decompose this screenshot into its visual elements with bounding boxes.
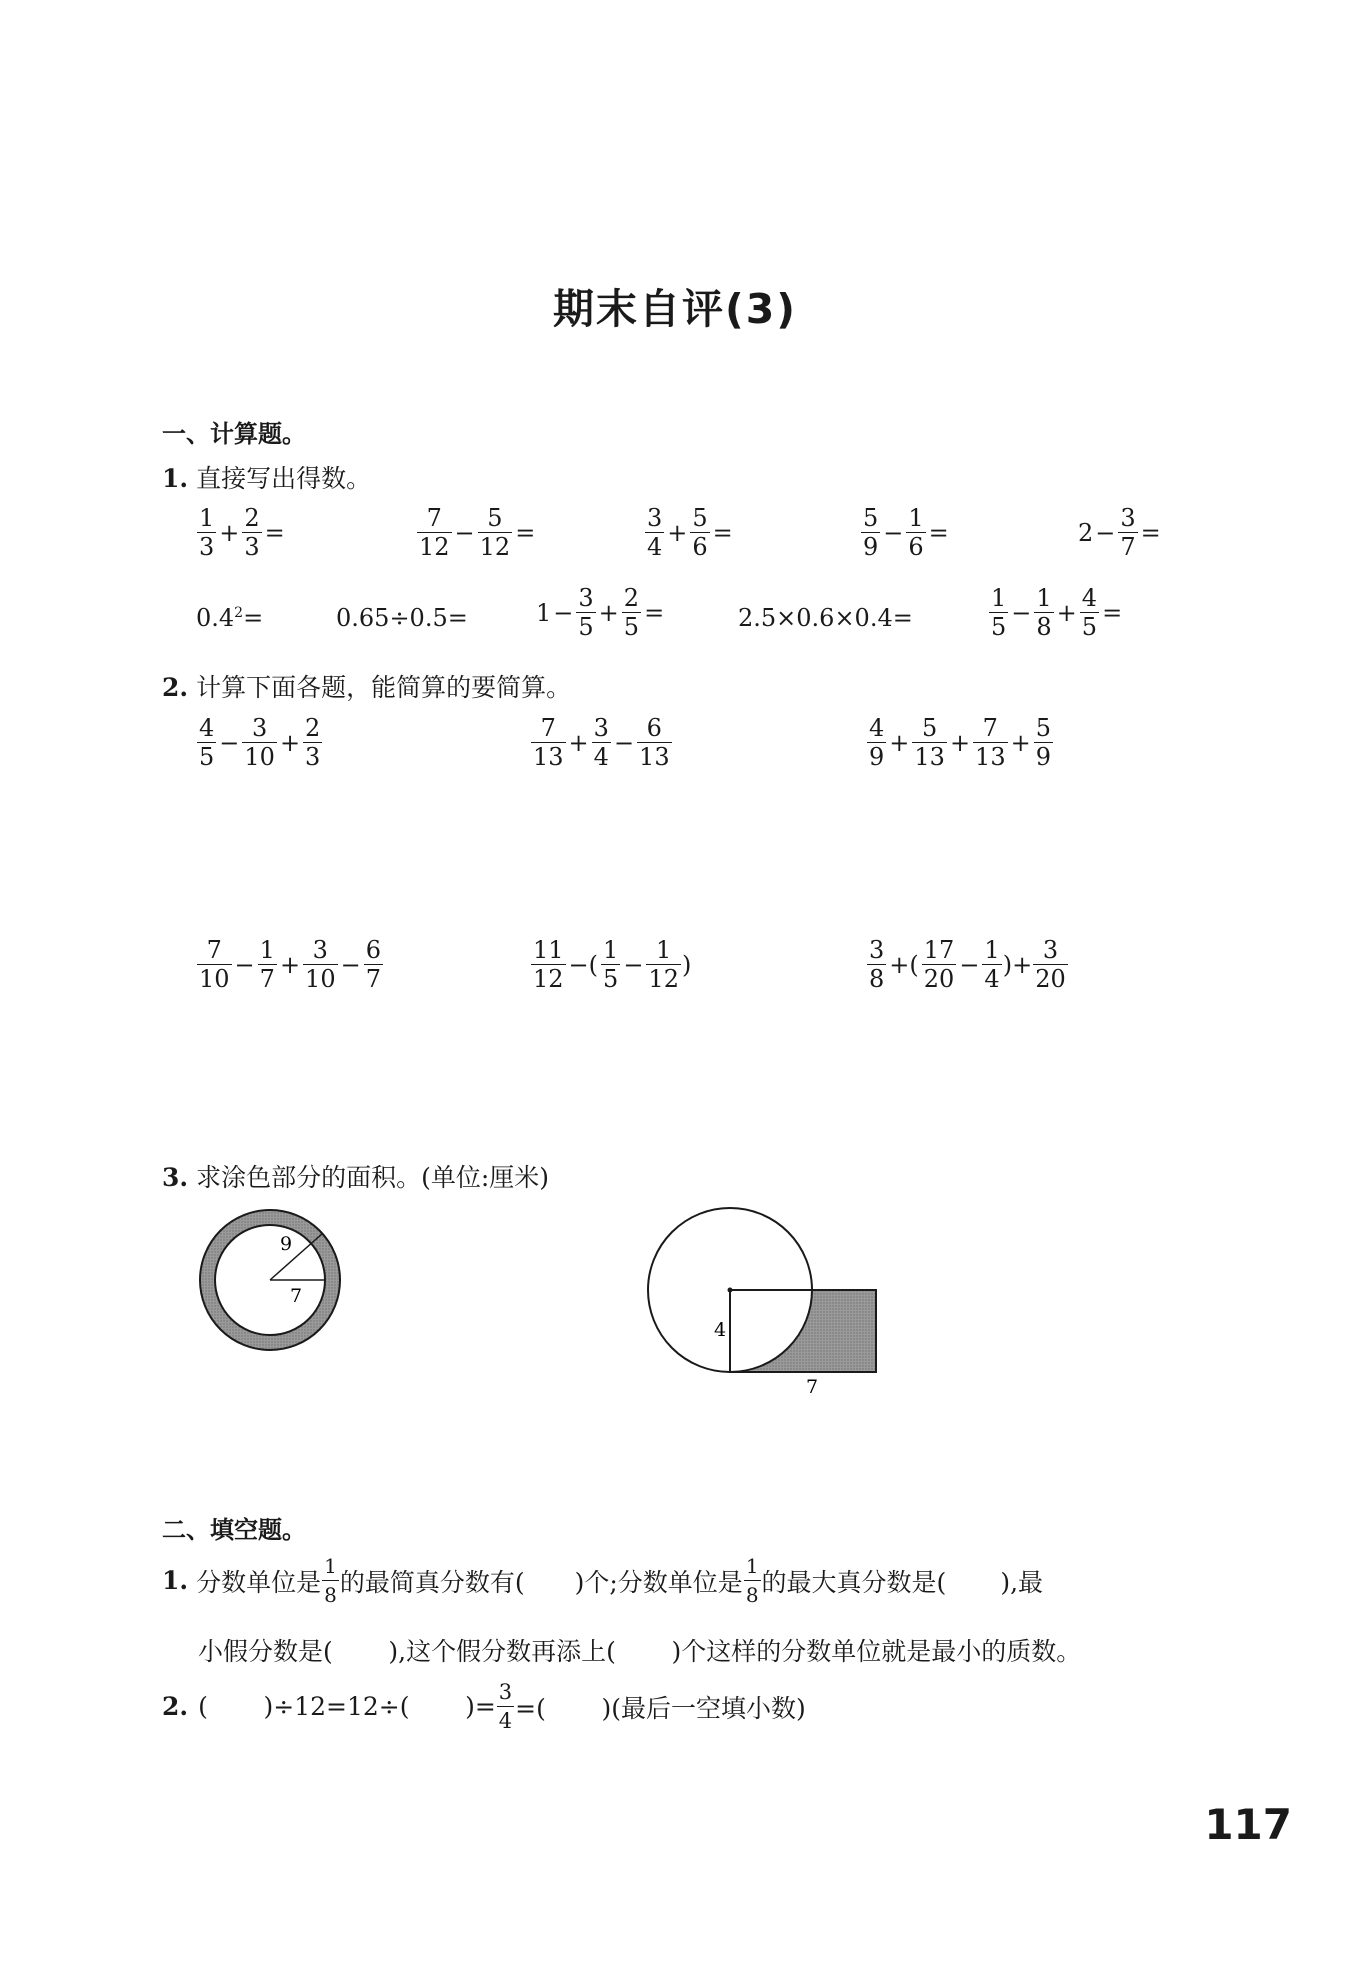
fill-question-2: 2. ( )÷12=12÷( )= $\frac{3}{4}$ =( )(最后一空填小数) (162, 1680, 806, 1733)
expr-3-2: $\frac{7}{13}$ + $\frac{3}{4}$ − $\frac{6}{13}$ (533, 714, 670, 771)
question-number: 3. (162, 1163, 189, 1192)
question-number: 1. (162, 1566, 189, 1595)
expr-2-3: 1 − $\frac{3}{5}$ + $\frac{2}{5}$ = (536, 584, 665, 641)
fill-question-1-line2: 小假分数是( ),这个假分数再添上( )个这样的分数单位就是最小的质数。 (198, 1637, 1082, 1666)
question-2 (162, 668, 571, 704)
expr-2-1: $0.4^2=$ (196, 604, 264, 632)
question-number: 2. (162, 1692, 189, 1721)
expr-2-4: 2.5×0.6×0.4= (738, 604, 913, 632)
question-text: 直接写出得数。 (196, 464, 372, 493)
expr-2-2: 0.65÷0.5= (336, 604, 468, 632)
expr-4-2: $\frac{11}{12}$ −( $\frac{1}{5}$ − $\frac{1}{12}$ ) (533, 936, 692, 993)
expr-1-5: 2 − $\frac{3}{7}$ = (1078, 504, 1161, 561)
question-text: 求涂色部分的面积。(单位:厘米) (196, 1163, 549, 1192)
expr-4-1: $\frac{7}{10}$ − $\frac{1}{7}$ + $\frac{3}{10}$ − $\frac{6}{7}$ (199, 936, 381, 993)
page-title: 期末自评(3) (552, 285, 797, 333)
expr-4-3: $\frac{3}{8}$ +( $\frac{17}{20}$ − $\frac{1}{4}$ )+ $\frac{3}{20}$ (869, 936, 1066, 993)
expr-3-1: $\frac{4}{5}$ − $\frac{3}{10}$ + $\frac{2}{3}$ (199, 714, 321, 771)
label-height: 4 (714, 1319, 727, 1341)
expr-2-5: $\frac{1}{5}$ − $\frac{1}{8}$ + $\frac{4}{5}$ = (991, 584, 1123, 641)
ring-figure (190, 1200, 350, 1360)
expr-3-3: $\frac{4}{9}$ + $\frac{5}{13}$ + $\frac{7}{13}$ + $\frac{5}{9}$ (869, 714, 1051, 771)
circle-rectangle-figure (640, 1200, 880, 1400)
section-heading-fill-blank: 二、填空题。 (162, 1516, 306, 1544)
expr-1-1: $\frac{1}{3}$ + $\frac{2}{3}$ = (199, 504, 285, 561)
question-1 (162, 459, 371, 495)
label-outer-radius: 9 (280, 1233, 293, 1255)
expr-1-2: $\frac{7}{12}$ − $\frac{5}{12}$ = (419, 504, 536, 561)
section-heading-calculation: 一、计算题。 (162, 420, 306, 448)
question-number: 2. (162, 673, 189, 702)
expr-1-4: $\frac{5}{9}$ − $\frac{1}{6}$ = (863, 504, 949, 561)
fill-question-1-line1: 1. 分数单位是 $\frac{1}{8}$ 的最简真分数有( )个;分数单位是 $\frac{1}{8}$ 的最大真分数是( ),最 (162, 1554, 1044, 1607)
expr-1-3: $\frac{3}{4}$ + $\frac{5}{6}$ = (647, 504, 733, 561)
page-number: 117 (1204, 1800, 1292, 1849)
question-number: 1. (162, 464, 189, 493)
label-inner-radius: 7 (290, 1285, 303, 1307)
question-text: 计算下面各题，能简算的要简算。 (196, 673, 572, 702)
question-3 (162, 1158, 549, 1194)
label-width: 7 (806, 1376, 819, 1398)
